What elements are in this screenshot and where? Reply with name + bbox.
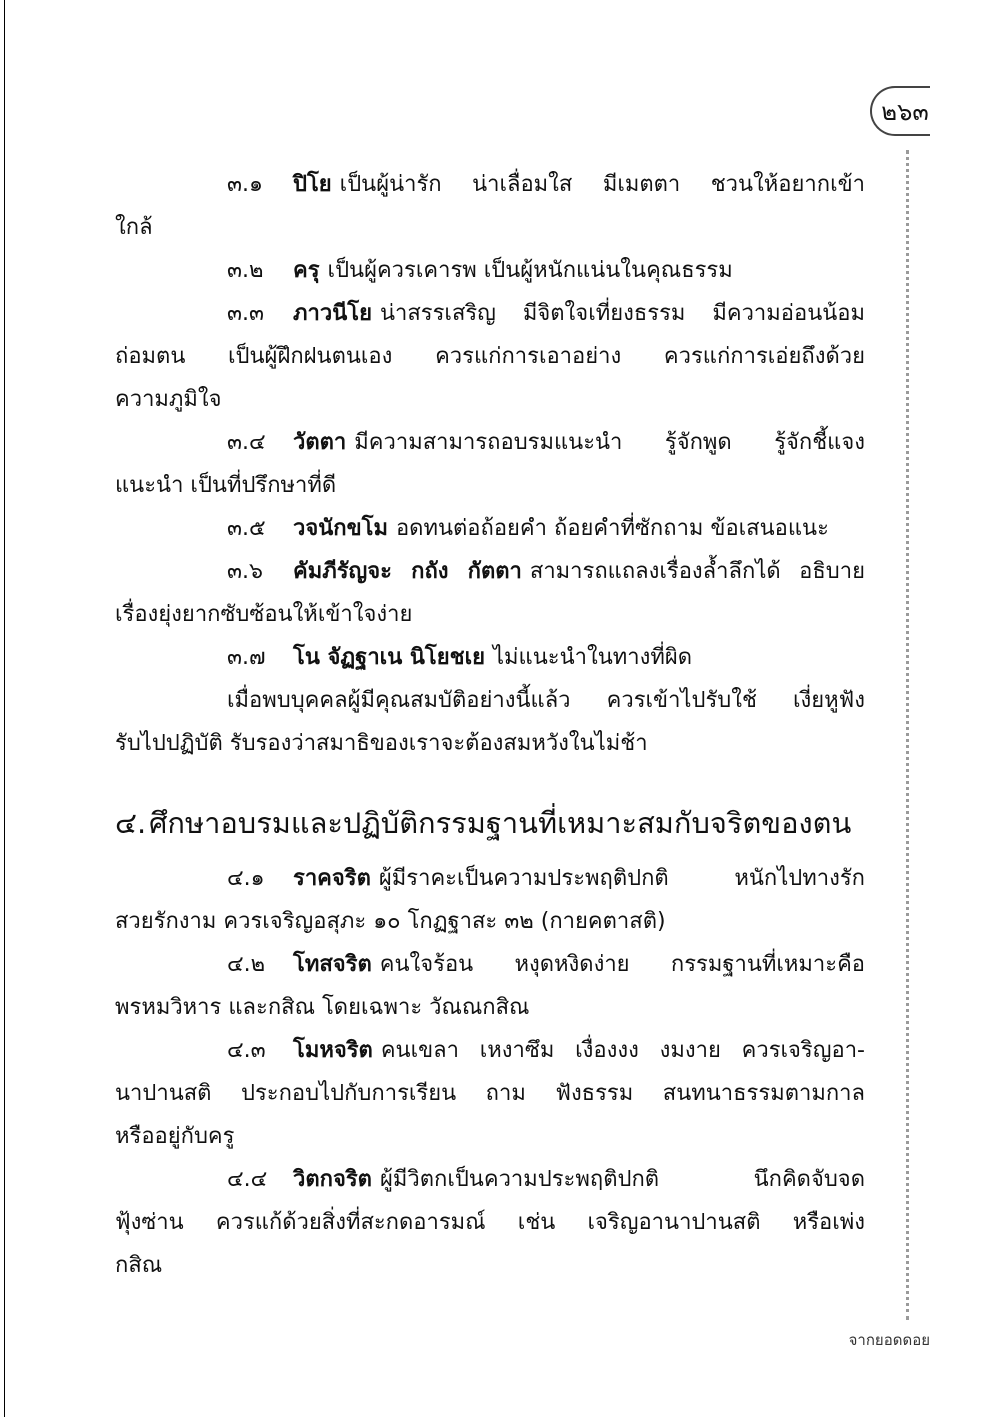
- item-term: ครุ: [293, 258, 320, 283]
- item-4-2: [115, 943, 865, 986]
- item-3-5: [115, 507, 865, 550]
- item-term: โมหจริต: [293, 1038, 373, 1063]
- section-heading-number: ๔.: [115, 806, 147, 840]
- item-continuation: นาปานสติ ประกอบไปกับการเรียน ถาม ฟังธรรม สนทนาธรรมตามกาล: [115, 1081, 865, 1106]
- item-term: วิตกจริต: [293, 1167, 372, 1192]
- item-term: คัมภีรัญจะ กถัง กัตตา: [293, 559, 522, 584]
- item-continuation: แนะนำ เป็นที่ปรึกษาที่ดี: [115, 473, 337, 498]
- item-continuation: พรหมวิหาร และกสิณ โดยเฉพาะ วัณณกสิณ: [115, 995, 530, 1020]
- item-4-1: [115, 857, 865, 900]
- item-number: ๔.๒: [227, 952, 266, 977]
- item-continuation: สวยรักงาม ควรเจริญอสุภะ ๑๐ โกฏฐาสะ ๓๒ (กายคตาสติ): [115, 909, 666, 934]
- item-text: สามารถแถลงเรื่องล้ำลึกได้ อธิบาย: [529, 559, 865, 584]
- item-4-3: [115, 1029, 865, 1072]
- item-term: ภาวนีโย: [293, 301, 372, 326]
- page-number: ๒๖๓: [870, 86, 930, 136]
- item-number: ๓.๕: [227, 516, 266, 541]
- item-text: อดทนต่อถ้อยคำ ถ้อยคำที่ซักถาม ข้อเสนอแนะ: [395, 516, 829, 541]
- item-term: วัตตา: [293, 430, 347, 455]
- footer-book-title: จากยอดดอย: [848, 1331, 930, 1349]
- item-4-4: [115, 1158, 865, 1201]
- item-3-7: [115, 636, 865, 679]
- item-text: ผู้มีราคะเป็นความประพฤติปกติ หนักไปทางรัก: [378, 866, 865, 891]
- item-continuation: ความภูมิใจ: [115, 387, 222, 412]
- item-3-3: [115, 292, 865, 335]
- closing-paragraph-line: เมื่อพบบุคคลผู้มีคุณสมบัติอย่างนี้แล้ว ควรเข้าไปรับใช้ เงี่ยหูฟัง: [227, 688, 865, 713]
- item-number: ๓.๗: [227, 645, 266, 670]
- page-body: [115, 163, 865, 1287]
- item-continuation: หรืออยู่กับครู: [115, 1124, 235, 1149]
- item-term: โน จัฏฐาเน นิโยชเย: [293, 645, 485, 670]
- item-term: วจนักขโม: [293, 516, 388, 541]
- item-number: ๓.๓: [227, 301, 265, 326]
- item-continuation: ถ่อมตน เป็นผู้ฝึกฝนตนเอง ควรแก่การเอาอย่าง ควรแก่การเอ่ยถึงด้วย: [115, 344, 865, 369]
- item-number: ๔.๑: [227, 866, 265, 891]
- item-text: คนเขลา เหงาซึม เงื่องงง งมงาย ควรเจริญอา-: [380, 1038, 865, 1063]
- item-number: ๓.๔: [227, 430, 266, 455]
- item-term: ปิโย: [293, 172, 332, 197]
- item-text: ผู้มีวิตกเป็นความประพฤติปกติ นึกคิดจับจด: [379, 1167, 865, 1192]
- item-term: โทสจริต: [293, 952, 372, 977]
- closing-paragraph-line: รับไปปฏิบัติ รับรองว่าสมาธิของเราจะต้องสมหวังในไม่ช้า: [115, 731, 648, 756]
- section-heading: [115, 797, 865, 849]
- item-continuation: ใกล้: [115, 215, 153, 240]
- item-continuation: กสิณ: [115, 1253, 163, 1278]
- item-number: ๓.๖: [227, 559, 263, 584]
- item-3-6: [115, 550, 865, 593]
- item-number: ๓.๒: [227, 258, 264, 283]
- section-heading-text: ศึกษาอบรมและปฏิบัติกรรมฐานที่เหมาะสมกับจริตของตน: [149, 806, 852, 840]
- item-text: เป็นผู้น่ารัก น่าเลื่อมใส มีเมตตา ชวนให้อยากเข้า: [339, 172, 865, 197]
- item-text: คนใจร้อน หงุดหงิดง่าย กรรมฐานที่เหมาะคือ: [379, 952, 865, 977]
- item-3-4: [115, 421, 865, 464]
- item-3-2: [115, 249, 865, 292]
- page-left-border: [4, 0, 5, 1417]
- item-text: ไม่แนะนำในทางที่ผิด: [492, 645, 693, 670]
- item-text: น่าสรรเสริญ มีจิตใจเที่ยงธรรม มีความอ่อนน้อม: [379, 301, 865, 326]
- item-text: เป็นผู้ควรเคารพ เป็นผู้หนักแน่นในคุณธรรม: [327, 258, 733, 283]
- item-number: ๔.๔: [227, 1167, 268, 1192]
- item-continuation: ฟุ้งซ่าน ควรแก้ด้วยสิ่งที่สะกดอารมณ์ เช่น เจริญอานาปานสติ หรือเพ่ง: [115, 1210, 865, 1235]
- item-text: มีความสามารถอบรมแนะนำ รู้จักพูด รู้จักชี้แจง: [354, 430, 865, 455]
- item-continuation: เรื่องยุ่งยากซับซ้อนให้เข้าใจง่าย: [115, 602, 413, 627]
- dotted-margin-line: [906, 150, 909, 1320]
- item-term: ราคจริต: [293, 866, 371, 891]
- item-3-1: [115, 163, 865, 206]
- item-number: ๔.๓: [227, 1038, 266, 1063]
- item-number: ๓.๑: [227, 172, 263, 197]
